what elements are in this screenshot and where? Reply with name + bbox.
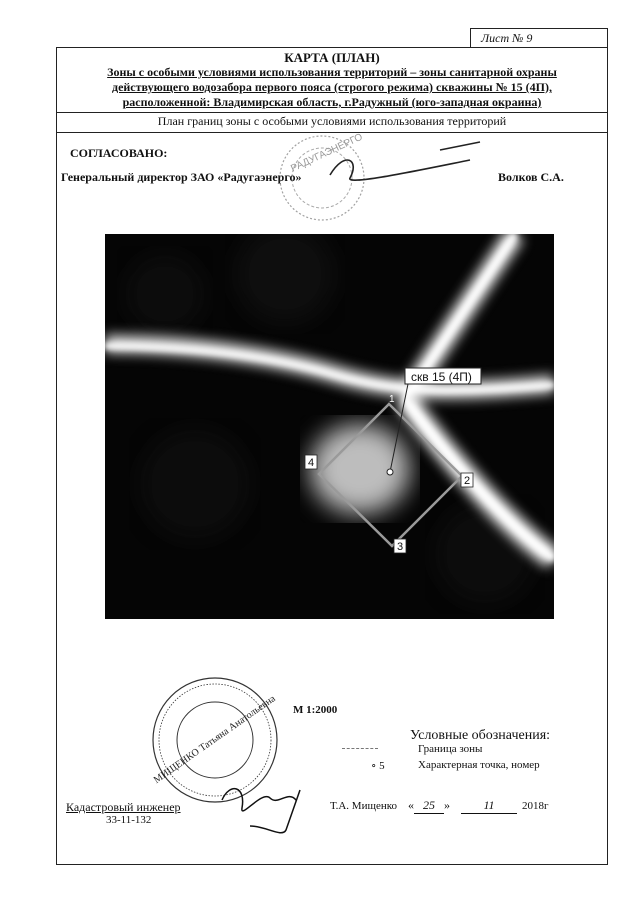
cadastral-number: 33-11-132	[106, 814, 152, 826]
engineer-signature	[222, 789, 300, 833]
header-line-1: Зоны с особыми условиями использования территорий – зоны санитарной охраны	[107, 65, 557, 79]
engineer-name: Т.А. Мищенко	[330, 800, 398, 812]
engineer-stamp-text: МИЩЕНКО Татьяна Анатольевна	[151, 693, 278, 786]
well-label: скв 15 (4П)	[411, 370, 472, 384]
engineer-stamp	[152, 678, 278, 802]
date-month: 11	[461, 798, 517, 814]
point-label-4: 4	[308, 457, 315, 469]
date-day: 25	[414, 798, 444, 814]
legend-point-label: Характерная точка, номер	[418, 759, 540, 771]
header-line-2: действующего водозабора первого пояса (строгого режима) скважины № 15 (4П),	[112, 80, 552, 94]
map-scale: М 1:2000	[293, 704, 338, 716]
director-name: Волков С.А.	[498, 170, 564, 184]
header-line-3: расположенной: Владимирская область, г.Радужный (юго-западная окраина)	[122, 95, 542, 109]
svg-text:МИЩЕНКО Татьяна Анатольевна	[152, 693, 278, 786]
sheet-number: Лист № 9	[470, 28, 608, 48]
director-stamp-text: РАДУГАЭНЕРГО	[289, 131, 365, 175]
date-year: 2018г	[522, 800, 549, 812]
legend-title: Условные обозначения:	[410, 728, 551, 743]
signing-date: « 25 » 11	[408, 798, 517, 814]
point-label-3: 3	[397, 541, 404, 553]
legend-point-symbol: ∘ 5	[371, 760, 385, 772]
point-label-2: 2	[464, 475, 471, 487]
map-title: КАРТА (ПЛАН)	[284, 50, 380, 65]
director-label: Генеральный директор ЗАО «Радугаэнерго»	[61, 170, 302, 184]
legend-boundary-label: Граница зоны	[418, 743, 483, 755]
plan-title: План границ зоны с особыми условиями использования территорий	[157, 114, 507, 128]
cadastral-engineer-title: Кадастровый инженер	[66, 800, 181, 814]
point-label-1: 1	[389, 394, 395, 405]
agreed-label: СОГЛАСОВАНО:	[70, 146, 168, 160]
